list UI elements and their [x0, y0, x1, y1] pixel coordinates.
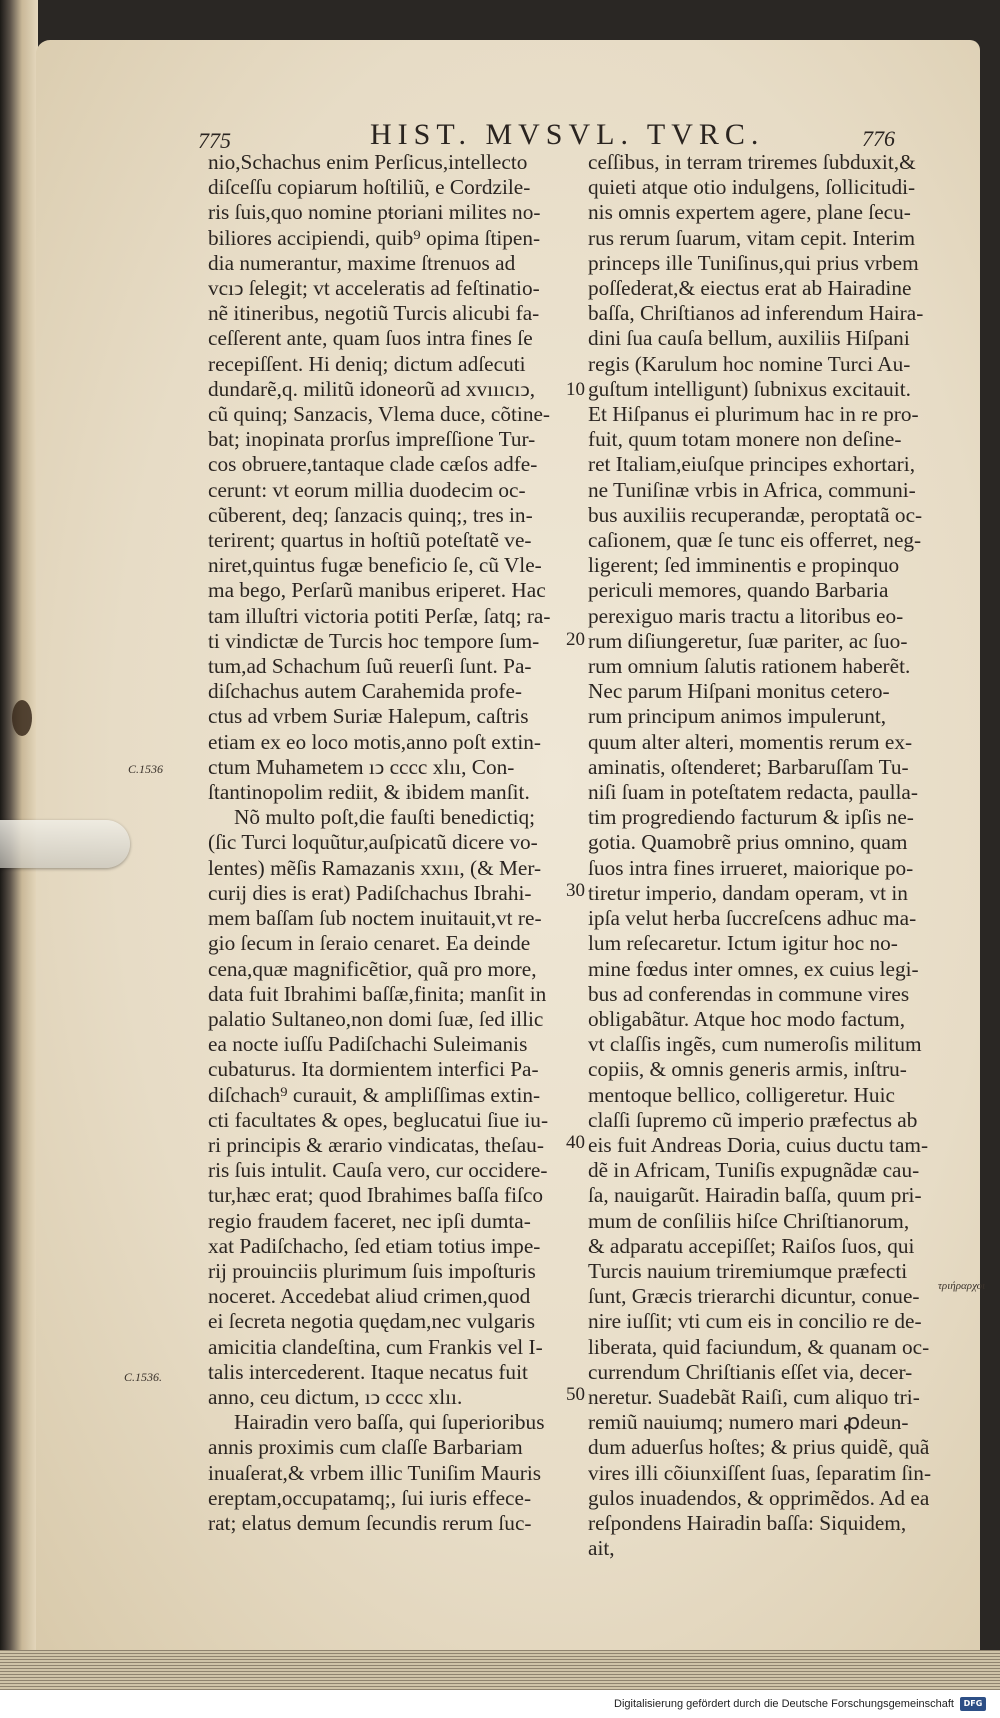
text-line: cũ quinq; Sanzacis, Vlema duce, cõtine-: [208, 402, 551, 427]
line-number: 40: [566, 1132, 585, 1153]
text-line: ſa, nauigarũt. Hairadin baſſa, quum pri-: [588, 1183, 922, 1208]
text-line: copiis, & omnis generis armis, inſtru-: [588, 1057, 907, 1082]
text-line: gulos inuadendos, & opprimẽdos. Ad ea: [588, 1485, 930, 1510]
text-line: ſunt, Græcis trierarchi dicuntur, conue-: [588, 1284, 920, 1309]
text-line: tam illuſtri victoria potiti Perſæ, ſatq; ra-: [208, 603, 551, 628]
text-line: noceret. Accedebat aliud crimen,quod: [208, 1284, 531, 1309]
text-column-right: [588, 150, 938, 1561]
text-line: ait,: [588, 1536, 615, 1561]
text-line: dum aduerſus hoſtes; & prius quidẽ, quã: [588, 1435, 930, 1460]
text-line: remiũ nauiumq; numero mari ꝓdeun-: [588, 1410, 909, 1435]
text-line: dẽ in Africam, Tuniſis expugnãdæ cau-: [588, 1158, 920, 1183]
text-line: neretur. Suadebãt Raiſi, cum aliquo tri-: [588, 1384, 920, 1409]
text-line: princeps ille Tuniſinus,qui prius vrbem: [588, 250, 919, 275]
line-number: 10: [566, 379, 585, 400]
text-line: nio,Schachus enim Perſicus,intellecto: [208, 150, 528, 174]
text-line: poſſederat,& eiectus erat ab Hairadine: [588, 276, 912, 301]
text-line: rus rerum ſuarum, vitam cepit. Interim: [588, 225, 916, 250]
text-line: mem baſſam ſub noctem inuitauit,vt re-: [208, 906, 542, 931]
text-line: rij prouinciis plurimum ſuis impoſturis: [208, 1258, 536, 1283]
text-line: cena,quæ magnificẽtior, quã pro more,: [208, 956, 537, 981]
text-line: mum de conſiliis hiſce Chriſtianorum,: [588, 1208, 910, 1233]
text-line: regio fraudem faceret, nec ipſi dumta-: [208, 1208, 531, 1233]
text-line: nẽ itineribus, negotiũ Turcis alicubi fa-: [208, 301, 540, 326]
text-line: palatio Sultaneo,non domi ſuæ, ſed illic: [208, 1006, 544, 1031]
text-line: rum diſiungeretur, ſuæ pariter, ac ſuo-: [588, 628, 908, 653]
text-line: ei ſecreta negotia quędam,nec vulgaris: [208, 1309, 535, 1334]
text-line: dundarẽ,q. militũ idoneorũ ad xvıııcıↄ,: [208, 376, 536, 401]
text-line: vt claſſis ingẽs, cum numeroſis militum: [588, 1032, 922, 1057]
margin-note-greek: τριήραρχοι: [938, 1280, 986, 1292]
text-line: ceſſibus, in terram triremes ſubduxit,&: [588, 150, 916, 174]
text-line: ea nocte iuſſu Padiſchachi Suleimanis: [208, 1032, 528, 1057]
text-line: ris ſuis,quo nomine pŧoriani milites no-: [208, 200, 541, 225]
text-line: (ſic Turci loquũtur,auſpicatũ dicere vo-: [208, 830, 538, 855]
text-line: annis proximis cum claſſe Barbariam: [208, 1435, 523, 1460]
line-number: 30: [566, 880, 585, 901]
text-line: lentes) mẽſis Ramazanis xxııı, (& Mer-: [208, 855, 542, 880]
text-line: lum reſecaretur. Ictum igitur hoc no-: [588, 931, 898, 956]
text-line: data fuit Ibrahimi baſſæ,finita; manſit in: [208, 981, 547, 1006]
running-title: HIST. MVSVL. TVRC.: [370, 118, 765, 151]
text-line: xat Padiſchacho, ſed etiam totius impe-: [208, 1233, 541, 1258]
text-line: biliores accipiendi, quib⁹ opima ſtipen-: [208, 225, 541, 250]
text-line: Nec parum Hiſpani monitus cetero-: [588, 679, 890, 704]
text-line: ret Italiam,eiuſque principes exhortari,: [588, 452, 916, 477]
text-line: vires illi cõiunxiſſent ſuas, ſeparatim ſin-: [588, 1460, 932, 1485]
text-line: terirent; quartus in hoſtiũ poteſtatẽ ve-: [208, 528, 532, 553]
text-line: talis intercederent. Itaque necatus fuit: [208, 1359, 528, 1384]
text-line: anno, ceu dictum, ıↄ cccc xlıı.: [208, 1384, 463, 1409]
text-line: Nõ multo poſt,die fauſti benedictiq;: [234, 805, 536, 830]
text-line: amicitia clandeſtina, cum Frankis vel I-: [208, 1334, 543, 1359]
text-line: periculi memores, quando Barbaria: [588, 578, 889, 603]
line-number: 50: [566, 1384, 585, 1405]
line-number: 20: [566, 629, 585, 650]
text-line: nire iuſſit; vti cum eis in concilio re de-: [588, 1309, 922, 1334]
text-line: regis (Karulum hoc nomine Turci Au-: [588, 351, 911, 376]
text-line: currendum Chriſtianis eſſet via, decer-: [588, 1359, 913, 1384]
text-line: cũberent, deq; ſanzacis quinq;, tres in-: [208, 502, 533, 527]
text-line: niret,quintus fugæ beneficio ſe, cũ Vle-: [208, 553, 542, 578]
text-line: dini ſua cauſa bellum, auxiliis Hiſpani: [588, 326, 910, 351]
page-number-left: 775: [198, 128, 231, 153]
text-line: vcıↄ ſelegit; vt acceleratis ad feſtinatio-: [208, 276, 540, 301]
text-line: recepiſſent. Hi deniq; dictum adſecuti: [208, 351, 526, 376]
text-line: perexiguo maris tractu a litoribus eo-: [588, 603, 904, 628]
text-line: rat; elatus demum ſecundis rerum ſuc-: [208, 1510, 532, 1535]
text-line: ipſa velut herba ſuccreſcens adhuc ma-: [588, 906, 917, 931]
text-line: cerunt: vt eorum millia duodecim oc-: [208, 477, 526, 502]
text-line: ris ſuis intulit. Cauſa vero, cur occidere-: [208, 1158, 548, 1183]
text-line: ctus ad vrbem Suriæ Halepum, caſtris: [208, 704, 529, 729]
text-line: nis omnis expertem agere, plane ſecu-: [588, 200, 911, 225]
text-line: rum principum animos impulerunt,: [588, 704, 887, 729]
text-line: bus ad conferendas in commune vires: [588, 981, 910, 1006]
text-line: diſchach⁹ curauit, & ampliſſimas extin-: [208, 1082, 541, 1107]
text-line: ri principis & ærario vindicatas, theſau-: [208, 1132, 544, 1157]
text-line: niſi ſuam in poteſtatem redacta, paulla-: [588, 780, 918, 805]
margin-note-date: C.1536.: [124, 1370, 163, 1384]
text-line: obligabãtur. Atque hoc modo factum,: [588, 1006, 906, 1031]
text-line: dia numerantur, maxime ſtrenuos ad: [208, 250, 516, 275]
text-line: ti vindictæ de Turcis hoc tempore ſum-: [208, 628, 540, 653]
text-line: ereptam,occupatamq;, ſui iuris effece-: [208, 1485, 532, 1510]
text-line: tiretur imperio, dandam operam, vt in: [588, 880, 908, 905]
page-edges: [0, 1650, 1000, 1690]
bookmark-strip: [0, 820, 130, 868]
text-line: Hairadin vero baſſa, qui ſuperioribus: [234, 1410, 545, 1435]
text-line: ligerent; ſed imminentis e propinquo: [588, 553, 900, 578]
text-line: Et Hiſpanus ei plurimum hac in re pro-: [588, 402, 919, 427]
text-line: quieti atque otio indulgens, ſollicitudi-: [588, 175, 916, 200]
page-number-right: 776: [862, 126, 895, 151]
text-line: cos obruere,tantaque clade cæſos adfe-: [208, 452, 538, 477]
text-line: fuit, quum totam monere non deſine-: [588, 427, 902, 452]
text-line: diſceſſu copiarum hoſtiliũ, e Cordzile-: [208, 175, 531, 200]
text-line: eis fuit Andreas Doria, cuius ductu tam-: [588, 1132, 929, 1157]
text-line: ctum Muhametem ıↄ cccc xlıı, Con-: [208, 754, 515, 779]
paper-stain: [12, 700, 32, 736]
text-line: diſchachus autem Carahemida profe-: [208, 679, 522, 704]
text-line: & adparatu accepiſſet; Raiſos ſuos, qui: [588, 1233, 915, 1258]
margin-note-date: C.1536: [128, 762, 164, 776]
text-line: ſuos intra fines irrueret, maiorique po-: [588, 855, 914, 880]
text-line: bus auxiliis recuperandæ, peroptatã oc-: [588, 502, 923, 527]
text-line: gio ſecum in ſeraio cenaret. Ea deinde: [208, 931, 531, 956]
text-line: mentoque bellico, colligeretur. Huic: [588, 1082, 895, 1107]
text-line: mine fœdus inter omnes, ex cuius legi-: [588, 956, 919, 981]
text-column-left: [208, 150, 560, 1536]
text-line: cubaturus. Ita dormientem interfici Pa-: [208, 1057, 539, 1082]
text-line: inuaſerat,& vrbem illic Tuniſim Mauris: [208, 1460, 542, 1485]
text-line: guſtum intelligunt) ſubnixus excitauit.: [588, 376, 911, 401]
text-line: caſionem, quæ ſe tunc eis offerret, neg-: [588, 528, 922, 553]
dfg-logo: DFG: [960, 1697, 986, 1711]
text-line: ne Tuniſinæ vrbis in Africa, communi-: [588, 477, 916, 502]
text-line: quum alter alteri, momentis rerum ex-: [588, 729, 913, 754]
text-line: aminatis, oſtenderet; Barbaruſſam Tu-: [588, 754, 909, 779]
text-line: reſpondens Hairadin baſſa: Siquidem,: [588, 1510, 907, 1535]
text-line: gotia. Quamobrẽ prius omnino, quam: [588, 830, 908, 855]
funding-credit: Digitalisierung gefördert durch die Deutsche Forschungsgemeinschaft: [614, 1698, 954, 1710]
text-line: liberata, quid faciundum, & quanam oc-: [588, 1334, 930, 1359]
text-line: ma bego, Perſarũ manibus eriperet. Hac: [208, 578, 546, 603]
text-line: claſſi ſupremo cũ imperio præfectus ab: [588, 1107, 918, 1132]
text-line: etiam ex eo loco motis,anno poſt extin-: [208, 729, 541, 754]
text-line: baſſa, Chriſtianos ad inferendum Haira-: [588, 301, 924, 326]
text-line: ſtantinopolim rediit, & ibidem manſit.: [208, 780, 530, 805]
text-line: rum omnium ſalutis rationem haberẽt.: [588, 654, 911, 679]
text-line: curij dies is erat) Padiſchachus Ibrahi-: [208, 880, 532, 905]
text-line: tum,ad Schachum ſuũ reuerſi ſunt. Pa-: [208, 654, 532, 679]
text-line: ceſſerent ante, quam ſuos intra fines ſe: [208, 326, 533, 351]
text-line: tim progrediendo facturum & ipſis ne-: [588, 805, 914, 830]
text-line: Turcis nauium triremiumque præfecti: [588, 1258, 908, 1283]
text-line: tur,hæc erat; quod Ibrahimes baſſa fiſco: [208, 1183, 544, 1208]
text-line: bat; inopinata prorſus impreſſione Tur-: [208, 427, 536, 452]
text-line: cti facultates & opes, beglucatui ſiue iu-: [208, 1107, 549, 1132]
